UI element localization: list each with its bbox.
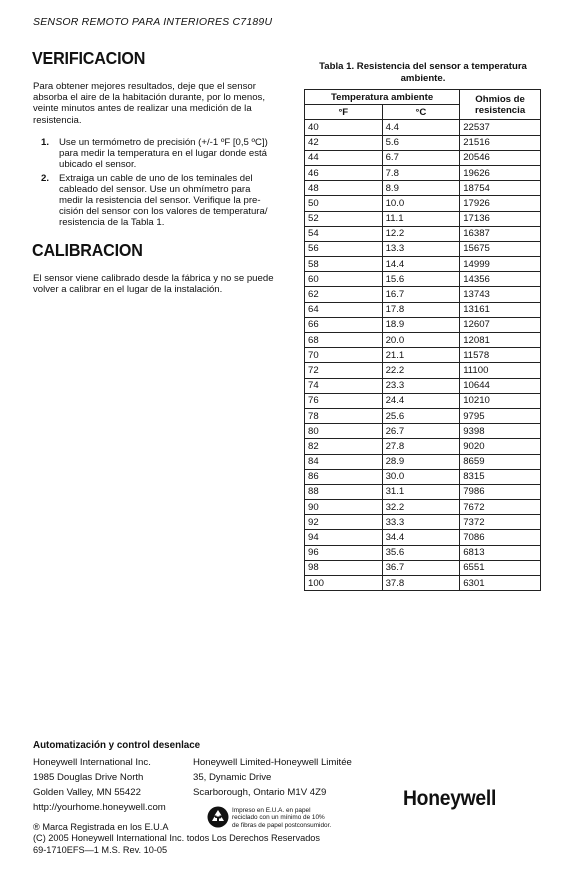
header-ohm-line: resistencia [475,104,526,116]
cell-celsius: 7.8 [382,165,460,180]
table-row [305,576,541,591]
website-link[interactable]: http://yourhome.honeywell.com [33,802,166,813]
step-line: medir la resistencia del sensor. Verifique la pre- [59,195,261,207]
recycle-notice [232,807,362,829]
cell-resistance: 19626 [460,165,541,180]
cell-fahrenheit: 62 [305,287,383,302]
trademark-line: ® Marca Registrada en los E.U.A [33,822,169,832]
caption-line: ambiente. [400,72,446,84]
cell-resistance: 6301 [460,576,541,591]
cell-resistance: 10644 [460,378,541,393]
header-ohm-line: Ohmios de [475,93,525,105]
cell-resistance: 14356 [460,272,541,287]
step-line: Use un termómetro de precisión (+/-1 ºF [0,5 ºC]) [59,137,268,148]
cell-fahrenheit: 66 [305,317,383,332]
intro-line: veinte minutos antes de realizar una medición de la [33,103,252,115]
cell-fahrenheit: 100 [305,576,383,591]
cell-fahrenheit: 96 [305,545,383,560]
cell-celsius: 27.8 [382,439,460,454]
cell-celsius: 11.1 [382,211,460,226]
step-item [33,137,293,171]
cell-fahrenheit: 64 [305,302,383,317]
cell-celsius: 21.1 [382,348,460,363]
cell-resistance: 22537 [460,120,541,135]
table-row [305,333,541,348]
table-row [305,120,541,135]
cell-celsius: 4.4 [382,120,460,135]
cell-resistance: 6813 [460,545,541,560]
honeywell-logo: Honeywell [403,787,497,810]
header-fahrenheit: °F [305,105,383,120]
table-row [305,530,541,545]
cell-fahrenheit: 88 [305,484,383,499]
cell-resistance: 15675 [460,241,541,256]
cell-resistance: 14999 [460,257,541,272]
cell-celsius: 20.0 [382,333,460,348]
cell-celsius: 12.2 [382,226,460,241]
table-row [305,500,541,515]
cell-fahrenheit: 72 [305,363,383,378]
cell-resistance: 8659 [460,454,541,469]
address-us-line: Golden Valley, MN 55422 [33,787,141,798]
cell-fahrenheit: 84 [305,454,383,469]
cell-celsius: 16.7 [382,287,460,302]
cell-resistance: 20546 [460,150,541,165]
cell-celsius: 35.6 [382,545,460,560]
cell-celsius: 28.9 [382,454,460,469]
step-line: resistencia de la Tabla 1. [59,217,165,229]
cell-resistance: 21516 [460,135,541,150]
cell-resistance: 6551 [460,560,541,575]
address-ca-line: 35, Dynamic Drive [193,772,272,783]
recycle-line: reciclado con un mínimo de 10% [232,814,325,822]
cell-fahrenheit: 86 [305,469,383,484]
table-row [305,196,541,211]
cell-fahrenheit: 94 [305,530,383,545]
cell-resistance: 17136 [460,211,541,226]
header-ohmios [460,90,541,120]
step-number: 1. [41,137,50,148]
cell-celsius: 37.8 [382,576,460,591]
table-row [305,378,541,393]
cell-resistance: 16387 [460,226,541,241]
cell-resistance: 18754 [460,181,541,196]
cell-celsius: 5.6 [382,135,460,150]
cell-fahrenheit: 52 [305,211,383,226]
recycle-icon [207,806,229,828]
cell-fahrenheit: 74 [305,378,383,393]
step-line: cableado del sensor. Use un ohmímetro para [59,183,251,195]
cell-fahrenheit: 78 [305,408,383,423]
cell-resistance: 11100 [460,363,541,378]
table-caption [305,61,541,84]
cell-celsius: 6.7 [382,150,460,165]
cell-celsius: 36.7 [382,560,460,575]
cell-resistance: 17926 [460,196,541,211]
table-row [305,302,541,317]
cell-fahrenheit: 46 [305,165,383,180]
header-celsius: °C [382,105,460,120]
address-us-line: Honeywell International Inc. [33,757,151,768]
table-row [305,181,541,196]
cell-fahrenheit: 70 [305,348,383,363]
section-heading-verificacion: VERIFICACION [32,48,146,68]
table-row [305,317,541,332]
resistance-table [304,89,541,591]
table-row [305,241,541,256]
step-line: para medir la temperatura en el lugar donde está [59,148,267,160]
table-row [305,393,541,408]
cell-celsius: 24.4 [382,393,460,408]
cell-fahrenheit: 60 [305,272,383,287]
table-row [305,560,541,575]
address-ca-line: Honeywell Limited-Honeywell Limitée [193,757,352,768]
calibracion-line: El sensor viene calibrado desde la fábrica y no se puede [33,273,274,284]
footer-title: Automatización y control desenlace [33,740,201,751]
cell-celsius: 22.2 [382,363,460,378]
cell-fahrenheit: 76 [305,393,383,408]
table-row [305,226,541,241]
cell-resistance: 7372 [460,515,541,530]
cell-celsius: 33.3 [382,515,460,530]
cell-celsius: 30.0 [382,469,460,484]
cell-fahrenheit: 82 [305,439,383,454]
cell-fahrenheit: 42 [305,135,383,150]
cell-fahrenheit: 48 [305,181,383,196]
table-row [305,135,541,150]
cell-resistance: 13743 [460,287,541,302]
address-us-line: 1985 Douglas Drive North [33,772,144,783]
intro-line: resistencia. [33,114,82,126]
running-head: SENSOR REMOTO PARA INTERIORES C7189U [33,16,273,28]
cell-fahrenheit: 58 [305,257,383,272]
table-row [305,165,541,180]
cell-celsius: 15.6 [382,272,460,287]
recycle-line: de fibras de papel postconsumidor. [232,821,332,829]
cell-fahrenheit: 40 [305,120,383,135]
intro-line: absorba el aire de la habitación durante, por lo menos, [33,92,265,104]
table-row [305,348,541,363]
recycle-line: Impreso en E.U.A. en papel [232,807,311,814]
cell-celsius: 13.3 [382,241,460,256]
step-line: cisión del sensor con los valores de temperatura/ [59,206,268,218]
cell-fahrenheit: 44 [305,150,383,165]
table-row [305,150,541,165]
cell-resistance: 9020 [460,439,541,454]
cell-resistance: 10210 [460,393,541,408]
calibracion-text [33,273,274,295]
section-heading-calibracion: CALIBRACION [32,240,143,260]
step-item [33,173,293,229]
copyright-line: (C) 2005 Honeywell International Inc. todos Los Derechos Reservados [33,833,321,843]
cell-celsius: 32.2 [382,500,460,515]
cell-fahrenheit: 80 [305,424,383,439]
table-row [305,363,541,378]
cell-fahrenheit: 98 [305,560,383,575]
cell-fahrenheit: 50 [305,196,383,211]
cell-celsius: 14.4 [382,257,460,272]
cell-resistance: 12081 [460,333,541,348]
verificacion-intro [33,81,265,126]
calibracion-line: volver a calibrar en el lugar de la instalación. [33,284,223,296]
table-row [305,484,541,499]
cell-resistance: 8315 [460,469,541,484]
cell-resistance: 11578 [460,348,541,363]
document-number: 69-1710EFS—1 M.S. Rev. 10-05 [33,845,168,855]
cell-resistance: 7672 [460,500,541,515]
cell-celsius: 18.9 [382,317,460,332]
table-row [305,454,541,469]
step-line: ubicado el sensor. [59,159,137,171]
table-row [305,272,541,287]
cell-celsius: 26.7 [382,424,460,439]
cell-fahrenheit: 68 [305,333,383,348]
cell-celsius: 25.6 [382,408,460,423]
cell-resistance: 12607 [460,317,541,332]
steps-list [33,137,293,231]
cell-celsius: 10.0 [382,196,460,211]
table-row [305,257,541,272]
table-row [305,439,541,454]
cell-resistance: 7086 [460,530,541,545]
table-body [305,120,541,591]
cell-resistance: 13161 [460,302,541,317]
cell-celsius: 17.8 [382,302,460,317]
cell-celsius: 34.4 [382,530,460,545]
table-row [305,408,541,423]
cell-fahrenheit: 56 [305,241,383,256]
caption-line: Tabla 1. Resistencia del sensor a temperatura [319,61,527,72]
cell-resistance: 7986 [460,484,541,499]
cell-fahrenheit: 90 [305,500,383,515]
table-row [305,287,541,302]
header-temperatura: Temperatura ambiente [305,90,460,105]
table-row [305,545,541,560]
cell-fahrenheit: 92 [305,515,383,530]
address-ca-line: Scarborough, Ontario M1V 4Z9 [193,787,327,798]
cell-celsius: 31.1 [382,484,460,499]
table-row [305,211,541,226]
cell-celsius: 23.3 [382,378,460,393]
step-line: Extraiga un cable de uno de los teminales del [59,172,253,184]
cell-resistance: 9795 [460,408,541,423]
cell-resistance: 9398 [460,424,541,439]
cell-fahrenheit: 54 [305,226,383,241]
step-number: 2. [41,172,50,184]
table-row [305,424,541,439]
intro-line: Para obtener mejores resultados, deje que el sensor [33,81,256,92]
cell-celsius: 8.9 [382,181,460,196]
table-row [305,515,541,530]
table-row [305,469,541,484]
